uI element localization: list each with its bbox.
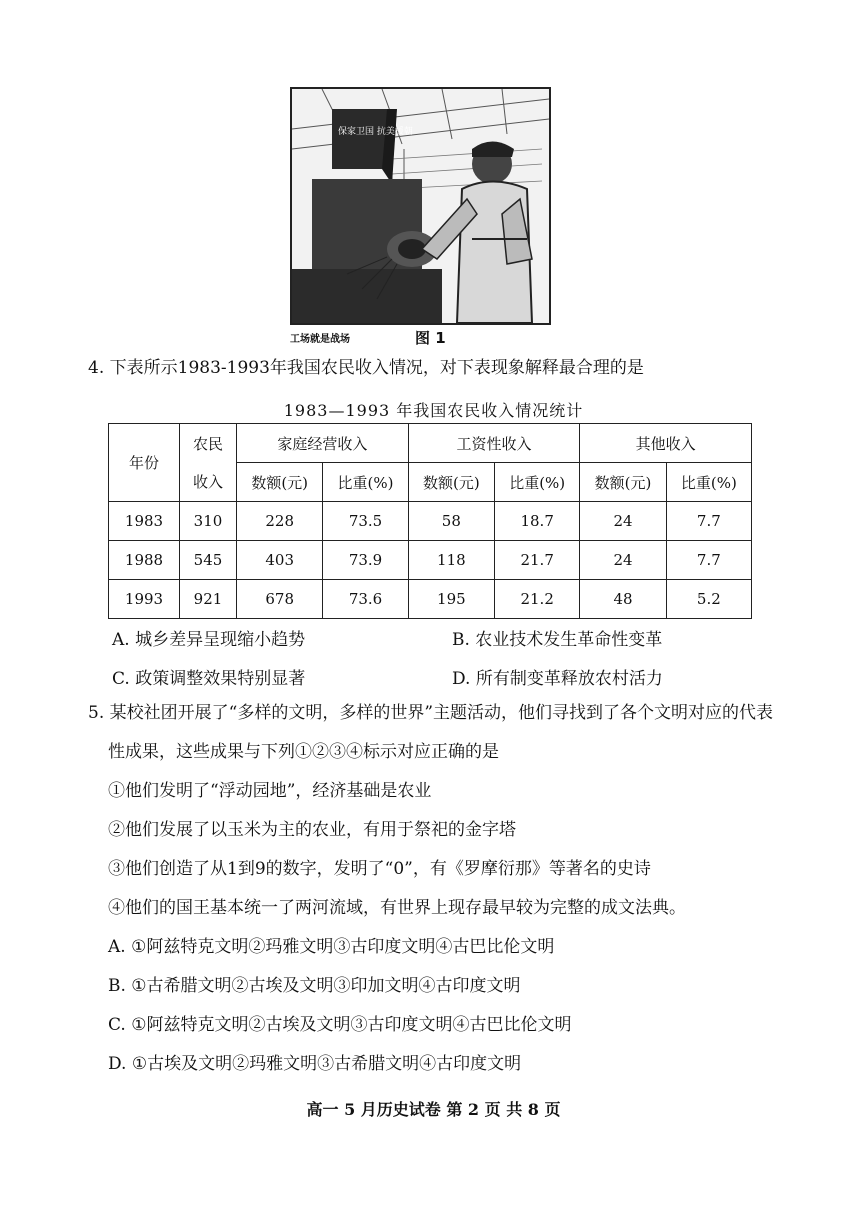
q4-option-d[interactable]: D. 所有制变革释放农村活力 [452,669,663,689]
q5-option-b[interactable]: B. ①古希腊文明②古埃及文明③印加文明④古印度文明 [108,976,521,996]
figure-subtitle: 工场就是战场 [290,334,350,345]
cell-other-amount: 48 [580,580,666,619]
q5-stem-line2: 性成果，这些成果与下列①②③④标示对应正确的是 [108,742,499,762]
header-ratio: 比重(%) [495,463,580,502]
cell-other-ratio: 5.2 [666,580,751,619]
table-row [109,580,752,619]
cell-other-amount: 24 [580,541,666,580]
header-income-top: 农民 [180,424,237,463]
table-row [109,502,752,541]
cell-other-amount: 24 [580,502,666,541]
cell-family-ratio: 73.5 [323,502,408,541]
header-ratio: 比重(%) [666,463,751,502]
cell-wage-amount: 195 [408,580,494,619]
q5-stem-line1: 5. 某校社团开展了“多样的文明，多样的世界”主题活动，他们寻找到了各个文明对应的代表 [88,703,774,723]
income-table [108,423,752,619]
table-row [109,541,752,580]
cell-year: 1988 [109,541,180,580]
q5-item-1: ①他们发明了“浮动园地”，经济基础是农业 [108,781,432,801]
header-family: 家庭经营收入 [237,424,409,463]
q4-table-title: 1983—1993 年我国农民收入情况统计 [283,401,584,420]
q5-item-3: ③他们创造了从1到9的数字，发明了“0”，有《罗摩衍那》等著名的史诗 [108,859,651,879]
cell-income: 921 [180,580,237,619]
cell-income: 310 [180,502,237,541]
header-amount: 数额(元) [237,463,323,502]
cell-wage-amount: 58 [408,502,494,541]
cell-income: 545 [180,541,237,580]
q5-item-4: ④他们的国王基本统一了两河流域，有世界上现存最早较为完整的成文法典。 [108,898,686,918]
factory-worker-illustration [292,89,549,323]
cell-year: 1993 [109,580,180,619]
banner-text: 保家卫国 抗美援朝 [338,127,413,137]
cell-family-amount: 678 [237,580,323,619]
cell-family-amount: 403 [237,541,323,580]
header-wage: 工资性收入 [408,424,580,463]
header-year: 年份 [109,424,180,502]
q5-option-d[interactable]: D. ①古埃及文明②玛雅文明③古希腊文明④古印度文明 [108,1054,522,1074]
header-other: 其他收入 [580,424,752,463]
cell-other-ratio: 7.7 [666,541,751,580]
q4-option-c[interactable]: C. 政策调整效果特别显著 [112,669,306,689]
q5-item-2: ②他们发展了以玉米为主的农业，有用于祭祀的金字塔 [108,820,516,840]
page-footer: 高一 5 月历史试卷 第 2 页 共 8 页 [306,1100,561,1119]
q5-option-a[interactable]: A. ①阿兹特克文明②玛雅文明③古印度文明④古巴比伦文明 [108,937,555,957]
q4-option-a[interactable]: A. 城乡差异呈现缩小趋势 [112,630,306,650]
q4-stem: 4. 下表所示1983-1993年我国农民收入情况，对下表现象解释最合理的是 [88,358,644,378]
cell-wage-ratio: 18.7 [495,502,580,541]
cell-family-ratio: 73.9 [323,541,408,580]
q4-option-b[interactable]: B. 农业技术发生革命性变革 [452,630,663,650]
cell-family-amount: 228 [237,502,323,541]
cell-wage-ratio: 21.7 [495,541,580,580]
header-amount: 数额(元) [408,463,494,502]
header-income-bottom: 收入 [180,463,237,502]
cell-family-ratio: 73.6 [323,580,408,619]
figure-illustration [290,87,551,325]
cell-wage-amount: 118 [408,541,494,580]
cell-year: 1983 [109,502,180,541]
header-amount: 数额(元) [580,463,666,502]
header-ratio: 比重(%) [323,463,408,502]
cell-other-ratio: 7.7 [666,502,751,541]
q5-option-c[interactable]: C. ①阿兹特克文明②古埃及文明③古印度文明④古巴比伦文明 [108,1015,572,1035]
cell-wage-ratio: 21.2 [495,580,580,619]
figure-caption: 图 1 [415,329,446,347]
